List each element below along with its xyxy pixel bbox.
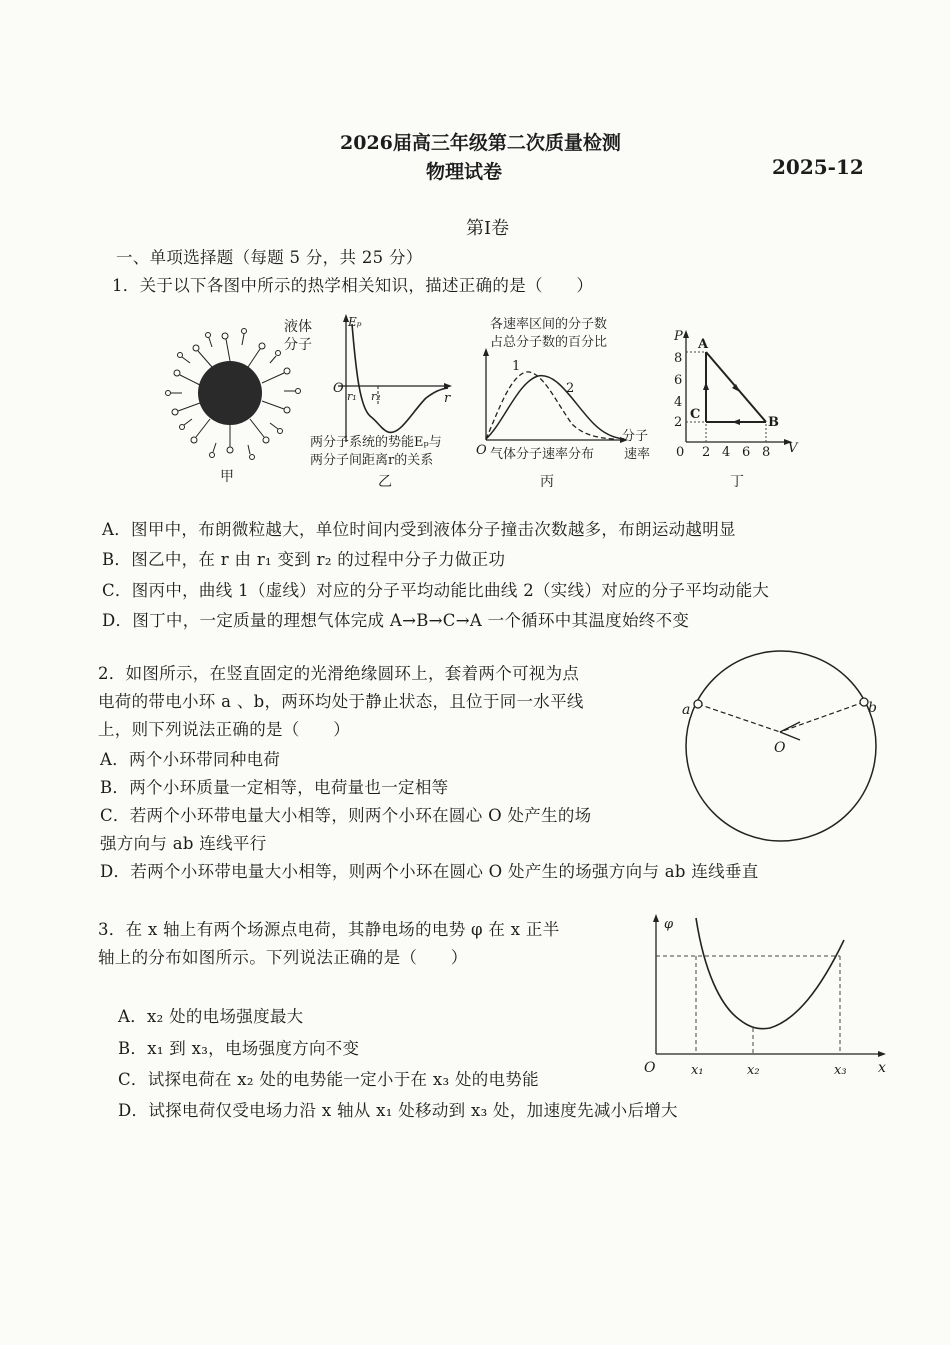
q3-origin: O — [644, 1060, 656, 1076]
ding-origin: 0 — [676, 445, 685, 460]
q2-stem-1: 2．如图所示，在竖直固定的光滑绝缘圆环上，套着两个可视为点 — [98, 664, 580, 683]
q2-option-c-1: C．若两个小环带电量大小相等，则两个小环在圆心 O 处产生的场 — [100, 806, 592, 825]
section-heading: 一、单项选择题（每题 5 分，共 25 分） — [116, 248, 423, 267]
bing-curve-1: 1 — [512, 359, 521, 374]
q1-option-c: C．图丙中，曲线 1（虚线）对应的分子平均动能比曲线 2（实线）对应的分子平均动能大 — [102, 581, 770, 600]
yi-axis-x: r — [444, 391, 451, 406]
q3-x3: x₃ — [834, 1063, 847, 1078]
ding-ytick-2: 2 — [674, 415, 683, 430]
bing-desc: 气体分子速率分布 — [490, 447, 595, 462]
jia-label-liquid: 液体 — [284, 319, 312, 335]
ding-point-c: C — [690, 407, 701, 422]
q3-axis-x: x — [878, 1060, 886, 1076]
yi-axis-y: Eₚ — [348, 315, 362, 329]
q3-option-a: A．x₂ 处的电场强度最大 — [118, 1007, 304, 1026]
exam-title: 2026届高三年级第二次质量检测 — [340, 132, 621, 154]
q3-stem-2: 轴上的分布如图所示。下列说法正确的是（ ） — [98, 948, 468, 967]
q3-stem-1: 3．在 x 轴上有两个场源点电荷，其静电场的电势 φ 在 x 正半 — [98, 920, 560, 939]
exam-date: 2025-12 — [772, 155, 864, 179]
ding-xtick-4: 4 — [722, 445, 731, 460]
bing-xlabel-1: 分子 — [622, 429, 649, 444]
q1-stem: 1．关于以下各图中所示的热学相关知识，描述正确的是（ ） — [112, 276, 594, 295]
q3-x1: x₁ — [691, 1063, 704, 1078]
q3-option-b: B．x₁ 到 x₃，电场强度方向不变 — [118, 1039, 360, 1058]
q2-option-b: B．两个小环质量一定相等，电荷量也一定相等 — [100, 778, 449, 797]
ding-ytick-6: 6 — [674, 373, 683, 388]
q2-figure-ring — [676, 646, 896, 856]
q3-x2: x₂ — [747, 1063, 760, 1078]
yi-origin: O — [333, 381, 344, 396]
jia-label-molecule: 分子 — [284, 337, 312, 353]
ding-ytick-8: 8 — [674, 351, 683, 366]
q2-option-a: A．两个小环带同种电荷 — [100, 750, 281, 769]
q2-stem-2: 电荷的带电小环 a 、b，两环均处于静止状态，且位于同一水平线 — [98, 692, 584, 711]
q2-label-a: a — [682, 702, 691, 718]
ding-point-a: A — [698, 337, 709, 352]
q1-figure-jia — [160, 315, 320, 490]
q1-figure-bing — [474, 312, 664, 492]
yi-r2: r₂ — [371, 390, 381, 403]
ding-axis-y: P — [674, 329, 683, 344]
q2-option-d: D．若两个小环带电量大小相等，则两个小环在圆心 O 处产生的场强方向与 ab 连线垂直 — [100, 862, 759, 881]
bing-caption: 丙 — [540, 474, 554, 490]
jia-caption: 甲 — [220, 469, 234, 485]
q2-stem-3: 上，则下列说法正确的是（ ） — [98, 720, 350, 739]
q3-axis-y: φ — [664, 917, 674, 932]
exam-subtitle: 物理试卷 — [426, 161, 503, 183]
q1-figure-ding — [668, 326, 808, 496]
bing-origin: O — [476, 443, 487, 458]
yi-desc-2: 两分子间距离r的关系 — [310, 453, 434, 468]
bing-ylabel-2: 占总分子数的百分比 — [490, 335, 608, 350]
bing-curve-2: 2 — [566, 381, 575, 396]
q2-label-b: b — [868, 700, 877, 716]
q3-option-d: D．试探电荷仅受电场力沿 x 轴从 x₁ 处移动到 x₃ 处，加速度先减小后增大 — [118, 1101, 678, 1120]
q1-figure-yi — [308, 312, 468, 492]
q2-option-c-2: 强方向与 ab 连线平行 — [100, 834, 267, 853]
ding-xtick-2: 2 — [702, 445, 711, 460]
bing-xlabel-2: 速率 — [624, 447, 651, 462]
ding-axis-x: V — [788, 441, 798, 456]
ding-xtick-8: 8 — [762, 445, 771, 460]
ding-caption: 丁 — [730, 474, 744, 490]
ding-ytick-4: 4 — [674, 395, 683, 410]
q1-option-b: B．图乙中，在 r 由 r₁ 变到 r₂ 的过程中分子力做正功 — [102, 550, 506, 569]
q3-figure-potential — [636, 910, 896, 1086]
part-heading: 第I卷 — [466, 218, 510, 239]
yi-r1: r₁ — [347, 390, 357, 403]
q1-option-d: D．图丁中，一定质量的理想气体完成 A→B→C→A 一个循环中其温度始终不变 — [102, 611, 690, 630]
bing-ylabel-1: 各速率区间的分子数 — [490, 317, 608, 332]
q2-label-o: O — [774, 740, 786, 756]
ding-xtick-6: 6 — [742, 445, 751, 460]
ding-point-b: B — [768, 415, 779, 430]
yi-desc-1: 两分子系统的势能Eₚ与 — [310, 435, 442, 450]
q3-option-c: C．试探电荷在 x₂ 处的电势能一定小于在 x₃ 处的电势能 — [118, 1070, 539, 1089]
q1-option-a: A．图甲中，布朗微粒越大，单位时间内受到液体分子撞击次数越多，布朗运动越明显 — [102, 520, 736, 539]
yi-caption: 乙 — [378, 474, 392, 490]
